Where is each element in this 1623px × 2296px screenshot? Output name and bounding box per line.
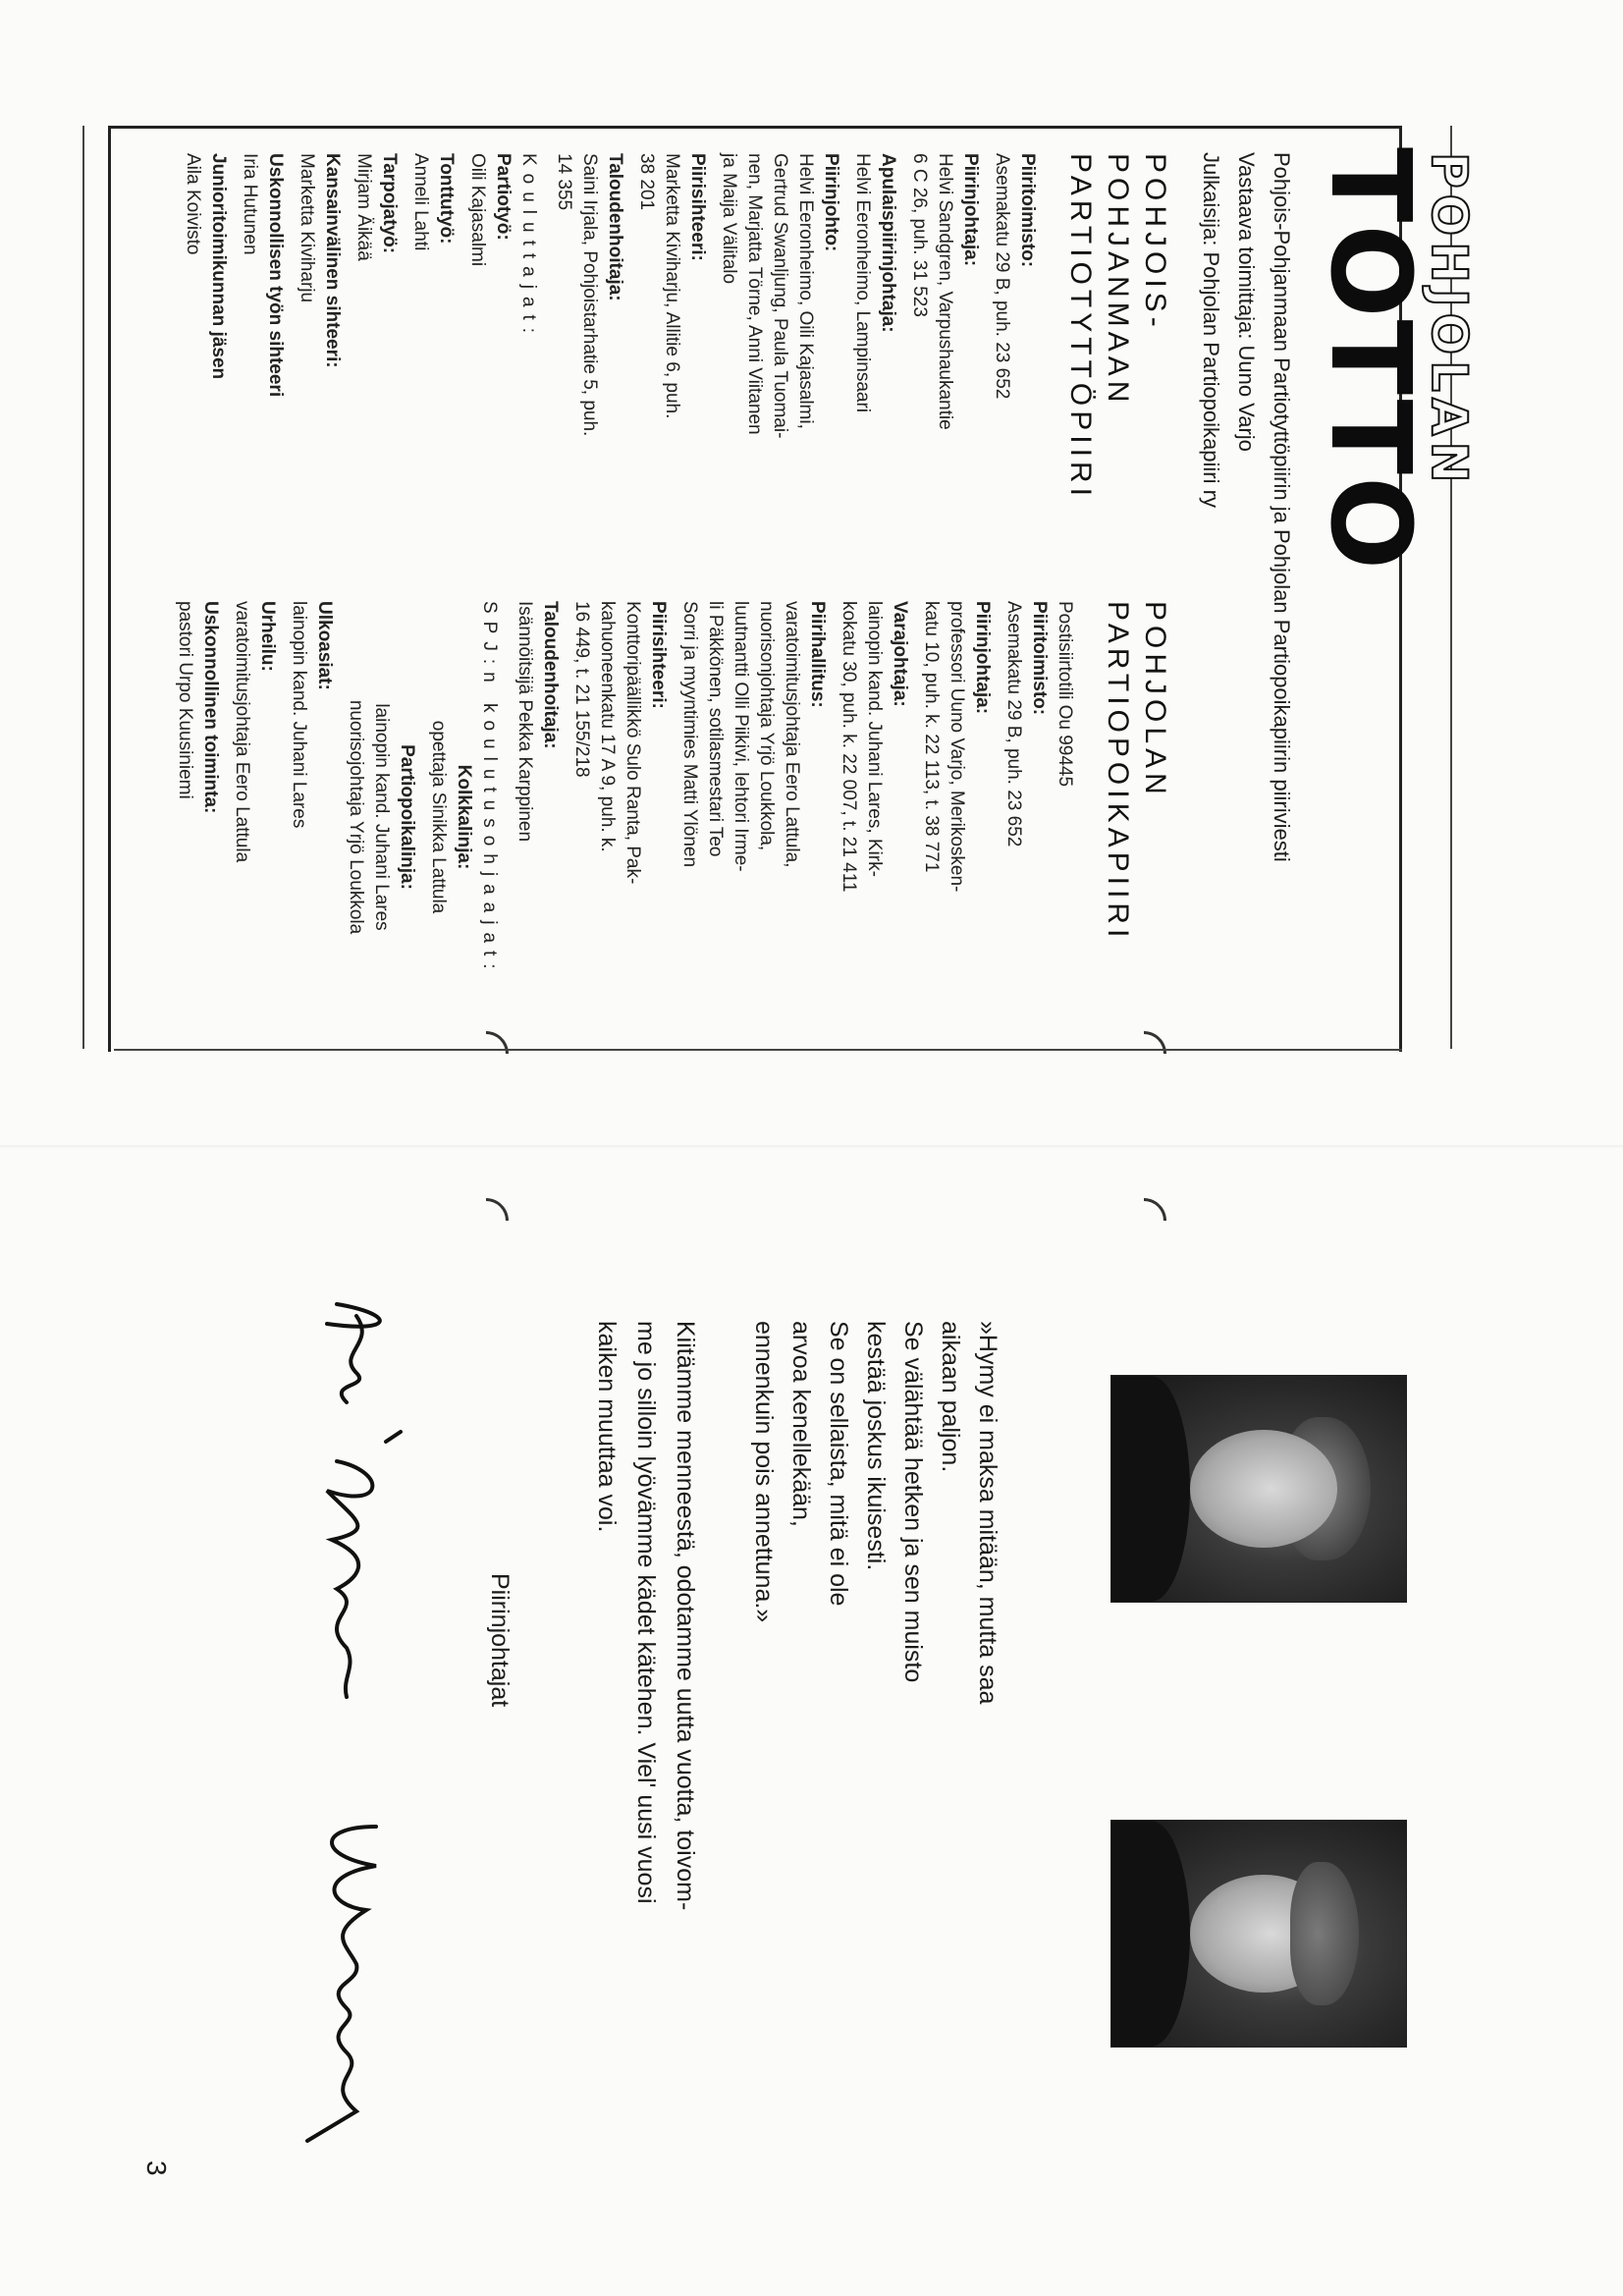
- portrait-photo: [1110, 1375, 1407, 1603]
- column-heading-line: POHJOIS-: [1139, 153, 1171, 332]
- postal-account: Postisiirtotili Ou 99445: [1055, 601, 1075, 788]
- entry-label: Piirisihteeri:: [687, 153, 708, 261]
- entry-label: Tonttutyö:: [436, 153, 457, 245]
- column-heading: [1061, 153, 1173, 585]
- closing-line: me jo silloin lyövämme kädet kätehen. Viel' uusi vuosi: [632, 1321, 660, 1904]
- trainer-entry: [407, 153, 459, 585]
- column-entry: [906, 153, 983, 585]
- tytto-column: [174, 153, 1173, 585]
- entry-value: lainopin kand. Juhani Lares: [371, 703, 392, 931]
- column-heading-line: POHJOLAN: [1139, 601, 1171, 799]
- poika-column: [166, 601, 1173, 1033]
- entry-value: Helvi Eeronheimo, Lampinsaari: [852, 153, 873, 413]
- trainer-entry: [294, 153, 345, 585]
- closing-line: Kiitämme menneestä, odotamme uutta vuotta, toivom-: [672, 1321, 699, 1911]
- signature-role: Piirinjohtajat: [486, 1573, 514, 1708]
- brand-wordmark-small: POHJOLAN: [1421, 152, 1478, 489]
- trainer-entry: [172, 601, 223, 1033]
- entry-value: 38 201: [636, 153, 657, 211]
- trainers-heading: Kouluttajat:: [518, 153, 539, 342]
- entry-label: Piirinjohto:: [821, 153, 841, 252]
- column-entry: [989, 153, 1040, 585]
- column-heading-line: PARTIOTYTTÖPIIRI: [1064, 153, 1097, 501]
- quote-line: Se on sellaista, mitä ei ole: [825, 1321, 852, 1607]
- trainer-entry: [229, 601, 280, 1033]
- entry-label: Taloudenhoitaja:: [605, 153, 625, 301]
- entry-label: Taloudenhoitaja:: [540, 601, 561, 749]
- entry-value: nen, Marjatta Törne, Anni Viitanen: [744, 153, 765, 435]
- quote-line: Se välähtää hetken ja sen muisto: [899, 1321, 927, 1683]
- column-entry: [568, 601, 671, 1033]
- entry-value: varatoimitusjohtaja Eero Lattula,: [782, 601, 802, 868]
- entry-value: nuorisojohtaja Yrjö Loukkola: [346, 699, 366, 935]
- column-entry: [676, 601, 830, 1033]
- entry-label: Ulkoasiat:: [314, 601, 335, 690]
- entry-label: Piirisihteeri:: [648, 601, 669, 709]
- entry-label: Kansainvälinen sihteeri:: [322, 153, 343, 368]
- column-entry: [836, 601, 912, 1033]
- entry-value: Gertrud Swanljung, Paula Tuomai-: [770, 153, 790, 439]
- column-entry: [551, 153, 627, 585]
- entry-label: Varajohtaja:: [890, 601, 910, 707]
- entry-value: katu 10, puh. k. 22 113, t. 38 771: [921, 601, 942, 873]
- entry-value: ja Maija Välitalo: [719, 153, 739, 285]
- masthead-bottom-rule: [82, 126, 84, 1049]
- entry-label: Partiopoikalinja:: [397, 744, 417, 890]
- entry-value: Marketta Kiviharju, Allitie 6, puh.: [662, 153, 682, 419]
- entry-value: opettaja Sinikka Lattula: [428, 720, 449, 914]
- entry-value: Asemakatu 29 B, puh. 23 652: [1003, 601, 1024, 847]
- entry-value: Isännöitsijä Pekka Karppinen: [514, 601, 535, 843]
- column-entry: [918, 601, 995, 1033]
- page-number: 3: [141, 2160, 172, 2176]
- masthead-editor: Vastaava toimittaja: Uuno Varjo: [1234, 152, 1259, 452]
- quote-line: arvoa kenellekään,: [787, 1321, 815, 1527]
- entry-value: kahuoneenkatu 17 A 9, puh. k.: [597, 601, 618, 852]
- column-entry: [849, 153, 900, 585]
- quote-line: »Hymy ei maksa mitään, mutta saa: [974, 1321, 1001, 1705]
- column-heading: [1099, 601, 1173, 1033]
- entry-value: Marketta Kiviharju: [297, 153, 317, 303]
- entry-value: Oili Kajasalmi: [467, 153, 488, 267]
- trainer-entry: [351, 153, 402, 585]
- quote-line: kestää joskus ikuisesti.: [862, 1321, 890, 1571]
- entry-value: Saini Irjala, Pohjoistarhatie 5, puh.: [579, 153, 600, 437]
- entry-value: 14 355: [554, 153, 574, 211]
- entry-value: kokatu 30, puh. k. 22 007, t. 21 411: [839, 601, 859, 893]
- entry-value: 6 C 26, puh. 31 523: [909, 153, 930, 317]
- entry-label: Tarpojatyö:: [379, 153, 400, 254]
- entry-value: Aila Koivisto: [183, 153, 203, 255]
- punch-hole-icon: [1111, 1188, 1175, 1252]
- signature-2: [278, 1817, 415, 2151]
- masthead-info: [1193, 152, 1299, 1036]
- column-entry: [512, 601, 563, 1033]
- closing-line: kaiken muuttaa voi.: [593, 1321, 621, 1533]
- entry-label: Uskonnollisen työn sihteeri: [265, 153, 286, 398]
- entry-value: Anneli Lahti: [410, 153, 431, 251]
- trainer-entry: [425, 601, 476, 1033]
- entry-label: Junioritoimikunnan jäsen: [208, 153, 229, 380]
- column-heading-line: POHJANMAAN: [1102, 153, 1134, 408]
- entry-value: Asemakatu 29 B, puh. 23 652: [992, 153, 1012, 400]
- greeting-closing: [587, 1321, 705, 2067]
- entry-label: Urheilu:: [257, 601, 278, 672]
- entry-value: Mirjam Äikää: [353, 153, 374, 261]
- entry-label: Kolkkalinja:: [454, 764, 474, 870]
- portrait-photo: [1110, 1820, 1407, 2048]
- column-entry: [716, 153, 843, 585]
- entry-value: Helvi Eeronheimo, Oili Kajasalmi,: [795, 153, 816, 429]
- entry-value: pastori Urpo Kuusiniemi: [175, 601, 195, 799]
- quote-line: ennenkuin pois annettuna.»: [750, 1321, 778, 1623]
- trainer-entry: [180, 153, 231, 585]
- punch-hole-icon: [454, 1188, 517, 1252]
- entry-label: Piirinjohtaja:: [960, 153, 981, 267]
- entry-value: Konttoripäällikkö Sulo Ranta, Pak-: [622, 601, 643, 885]
- entry-value: luutnantti Olli Piikivi, lehtori Irme-: [730, 601, 751, 872]
- entry-label: Piiritoimisto:: [1017, 153, 1038, 268]
- entry-label: Piirinjohtaja:: [972, 601, 993, 715]
- quote-line: aikaan paljon.: [937, 1321, 964, 1473]
- trainer-entry: [464, 153, 515, 585]
- entry-value: 16 449, t. 21 155/218: [571, 601, 592, 778]
- masthead-publisher: Julkaisija: Pohjolan Partiopoikapiiri ry: [1199, 152, 1223, 508]
- entry-label: Piirihallitus:: [807, 601, 828, 708]
- entry-value: nuorisonjohtaja Yrjö Loukkola,: [756, 601, 777, 851]
- signature-1: [288, 1294, 415, 1707]
- entry-value: Iria Hutunen: [240, 153, 260, 255]
- trainers-heading: SPJ:n koulutusohjaajat:: [479, 601, 500, 977]
- column-heading-line: PARTIOPOIKAPIIRI: [1102, 601, 1134, 943]
- entry-label: Partiotyö:: [493, 153, 514, 241]
- entry-value: lainopin kand. Juhani Lares: [289, 601, 309, 829]
- entry-value: Sorri ja myyntimies Matti Ylönen: [679, 601, 700, 868]
- brand-wordmark-big: TOTTO: [1306, 147, 1434, 573]
- entry-value: lainopin kand. Juhani Lares, Kirk-: [864, 601, 885, 877]
- entry-label: Piiritoimisto:: [1029, 601, 1050, 716]
- trainer-entry: [286, 601, 337, 1033]
- column-entry: [1001, 601, 1052, 1033]
- entry-value: professori Uuno Varjo, Merikosken-: [947, 601, 967, 893]
- column-entry: [633, 153, 710, 585]
- entry-label: Uskonnollinen toiminta:: [200, 601, 221, 814]
- masthead-subtitle: Pohjois-Pohjanmaan Partiotyttöpiirin ja Pohjolan Partiopoikapiirin piiriviesti: [1270, 152, 1294, 862]
- trainer-entry: [343, 601, 419, 1033]
- page-fold: [0, 1145, 1623, 1149]
- entry-label: Apulaispiirinjohtaja:: [878, 153, 898, 333]
- trainer-entry: [237, 153, 288, 585]
- masthead-box-right-rule: [114, 1049, 1402, 1051]
- greeting-quote: [745, 1321, 1006, 2028]
- entry-value: li Päkkönen, sotilasmestari Teo: [705, 601, 726, 857]
- entry-value: Helvi Sandgren, Varpushaukantie: [935, 153, 955, 430]
- entry-value: varatoimitusjohtaja Eero Lattula: [232, 601, 252, 863]
